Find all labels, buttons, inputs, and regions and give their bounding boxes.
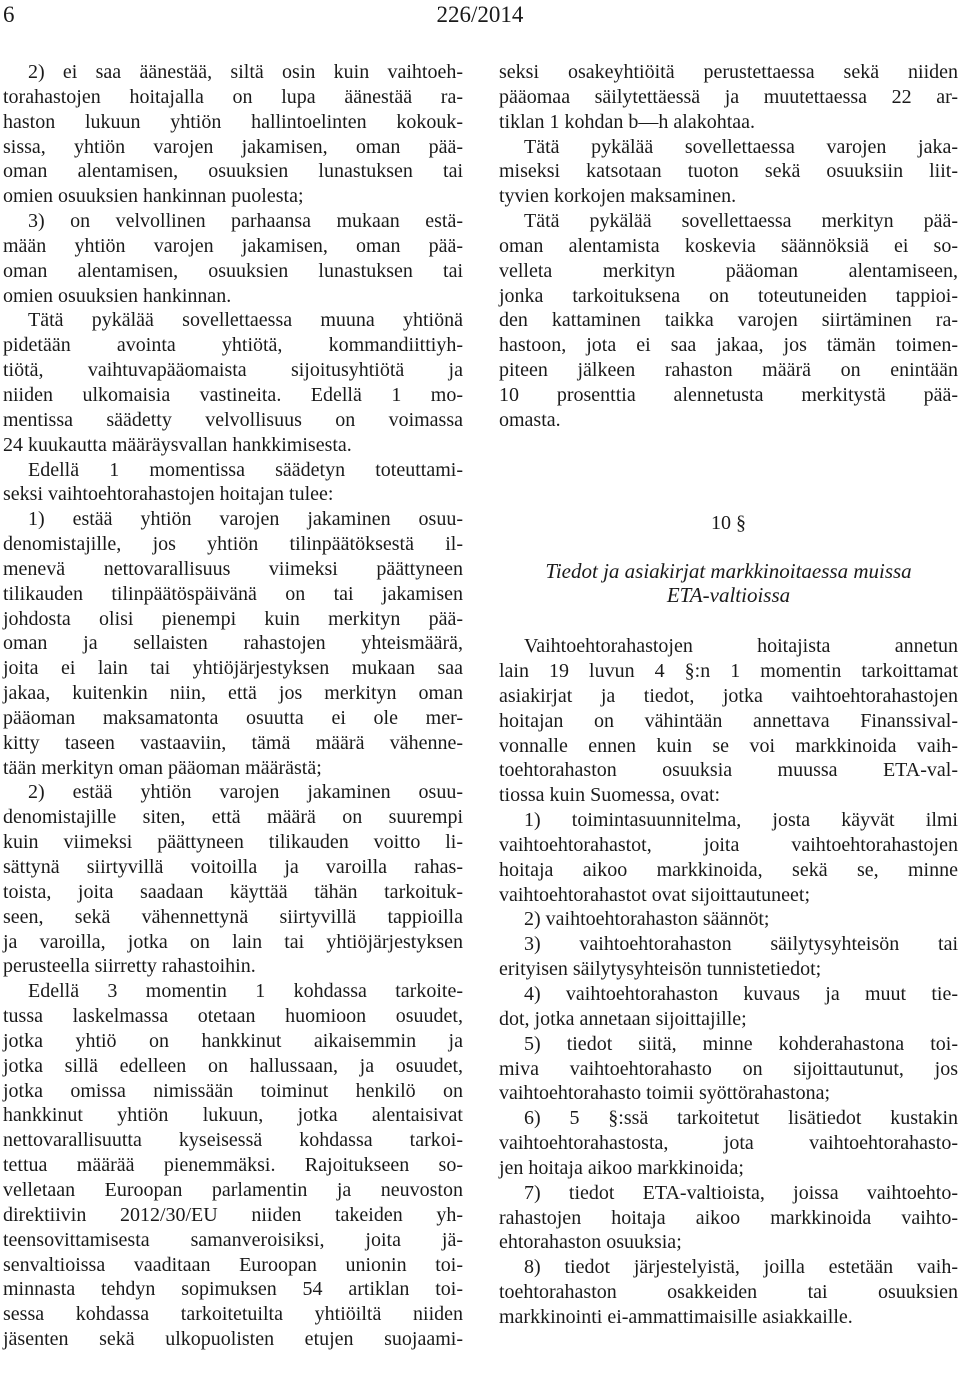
text-line: seen, sekä vähennettynä siirtyvillä tappioilla [3, 905, 463, 928]
text-line: velletaan Euroopan parlamentin ja neuvoston [3, 1178, 463, 1201]
text-line: jotka sillä edelleen on hallussaan, ja osuudet, [3, 1054, 463, 1077]
text-line: sissa, yhtiön varojen jakamisen, oman pää- [3, 135, 463, 158]
text-line: 8) tiedot järjestelyistä, joilla estetään vaih- [524, 1256, 958, 1279]
text-line: joita ei lain tai yhtiöjärjestyksen mukaan saa [3, 657, 463, 680]
text-line: 2) vaihtoehtorahaston säännöt; [524, 908, 770, 931]
text-line: johdosta olisi pienempi kuin merkityn pää- [3, 607, 463, 630]
text-line: 7) tiedot ETA-valtioista, joissa vaihtoehto- [524, 1181, 958, 1204]
text-line: haston lukuun yhtiön hallintoelinten kokouk- [3, 110, 463, 133]
text-line: 1) estää yhtiön varojen jakaminen osuu- [28, 508, 463, 531]
text-line: vonnalle ennen kuin se voi markkinoida vaih- [499, 734, 958, 757]
text-line: tiklan 1 kohdan b—h alakohtaa. [499, 110, 756, 133]
text-line: Tätä pykälää sovellettaessa merkityn pää- [524, 210, 958, 233]
text-line: seksi vaihtoehtorahastojen hoitajan tulee: [3, 483, 334, 506]
text-line: torahastojen hoitajalla on lupa äänestää ra- [3, 85, 463, 108]
text-line: vaihtoehtorahasto toimii syöttörahastona; [499, 1082, 831, 1105]
text-line: 1) toimintasuunnitelma, josta käyvät ilmi [524, 809, 958, 832]
text-line: seksi osakeyhtiöitä perustettaessa sekä niiden [499, 61, 958, 83]
text-line: denomistajille, jos yhtiön tilinpäätöksestä il- [3, 533, 463, 556]
text-line: vaihtoehtorahastot, joita vaihtoehtorahastojen [499, 833, 958, 856]
text-line: lain 19 luvun 4 §:n 1 momentin tarkoittamat [499, 660, 958, 683]
text-line: oman ja sellaisten rahastojen yhteismäärä, [3, 632, 463, 655]
text-line: tilikauden tilinpäätöspäivänä on tai jakamisen [3, 582, 463, 605]
text-line: erityisen säilytysyhteisön tunnistetiedot; [499, 958, 822, 981]
section-number: 10 § [711, 511, 746, 534]
text-line: 24 kuukautta määräysvallan hankkimisesta. [3, 433, 352, 456]
text-line: jotka omissa nimissään toiminut henkilö on [3, 1079, 463, 1102]
text-line: ja varoilla, jotka on lain tai yhtiöjärjestyksen [3, 930, 463, 953]
text-line: omien osuuksien hankinnan. [3, 284, 232, 307]
text-line: vaihtoehtorahastosta, jota vaihtoehtorahasto- [499, 1132, 958, 1155]
text-line: miseksi katsotaan tuoton sekä osuuksiin liit- [499, 160, 958, 183]
text-line: mentissa säädetty velvollisuus on voimassa [3, 408, 463, 431]
text-line: tussa laskelmassa otetaan huomioon osuudet, [3, 1005, 463, 1028]
text-line: senvaltioissa vaaditaan Euroopan unionin toi- [3, 1253, 463, 1276]
text-line: Tätä pykälää sovellettaessa muuna yhtiönä [28, 309, 463, 332]
text-line: jonka tarkoituksena on toteutuneiden tappioi- [499, 284, 958, 307]
text-line: 4) vaihtoehtorahaston kuvaus ja muut tie- [524, 983, 958, 1005]
text-line: oman alentamisen, osuuksien lunastuksen tai [3, 160, 463, 183]
text-line: tiossa kuin Suomessa, ovat: [499, 784, 721, 807]
text-line: jakaa, kuitenkin niin, että jos merkityn oman [3, 682, 463, 705]
text-line: oman alentamista koskevia säännöksiä ei so- [499, 234, 958, 257]
text-line: hankkinut yhtiön lukuun, jotka alentaisivat [3, 1104, 463, 1127]
text-line: sessa kohdassa tarkoitetuilta yhtiöiltä niiden [3, 1303, 463, 1326]
text-line: mään yhtiön varojen jakamisen, oman pää- [3, 234, 463, 257]
text-line: pääomaa säilytettäessä ja muutettaessa 22 ar- [499, 85, 958, 108]
text-line: vaihtoehtorahastot ovat sijoittautuneet; [499, 883, 811, 906]
text-line: direktiivin 2012/30/EU niiden takeiden yh- [3, 1203, 463, 1226]
text-line: sättynä siirtyvillä voitoilla ja varoilla rahas- [3, 856, 463, 878]
text-line: kitty taseen vastaaviin, tämä määrä vähenne- [3, 731, 463, 754]
text-line: minnasta tehdyn sopimuksen 54 artiklan toi- [3, 1278, 463, 1301]
text-line: Vaihtoehtorahastojen hoitajista annetun [524, 635, 958, 658]
text-line: tään merkityn oman pääoman määrästä; [3, 756, 322, 779]
text-line: omasta. [499, 408, 561, 431]
text-line: oman alentamisen, osuuksien lunastuksen tai [3, 259, 463, 282]
page-number: 6 [3, 2, 15, 27]
text-line: asiakirjat ja tiedot, jotka vaihtoehtorahastojen [499, 684, 958, 707]
text-line: perusteella siirretty rahastoihin. [3, 955, 256, 978]
text-line: niiden ulkomaisia vastineita. Edellä 1 mo- [3, 383, 463, 406]
page-header [0, 0, 960, 34]
text-line: jotka yhtiö on hankkinut aikaisemmin ja [3, 1029, 463, 1052]
text-line: rahastojen hoitaja aikoo markkinoida vaihto- [499, 1206, 958, 1229]
text-line: hoitaja aikoo markkinoida, sekä se, minne [499, 858, 958, 881]
text-line: Edellä 1 momentissa säädetyn toteuttami- [28, 458, 463, 481]
text-line: ehtorahaston osuuksia; [499, 1231, 682, 1254]
text-line: 3) vaihtoehtorahaston säilytysyhteisön tai [524, 933, 958, 956]
left-text-column [3, 60, 463, 1352]
text-line: dot, jotka annetaan sijoittajille; [499, 1007, 747, 1030]
section-heading-line-1: Tiedot ja asiakirjat markkinoitaessa muissa [545, 558, 912, 583]
right-text-column [499, 60, 958, 1330]
text-line: 6) 5 §:ssä tarkoitetut lisätiedot kustakin [524, 1107, 958, 1130]
text-line: toehtorahaston osakkeiden tai osuuksien [499, 1281, 958, 1304]
text-line: pidetään avointa yhtiötä, kommandiittiyh- [3, 334, 463, 357]
text-line: hastoon, jota ei saa jakaa, jos tämän toimen- [499, 334, 958, 357]
right-column-continued-text [499, 60, 958, 433]
text-line: teensovittamisesta samanveroisiksi, joita jä- [3, 1228, 463, 1251]
text-line: denomistajille siten, että määrä on suurempi [3, 806, 463, 829]
text-line: Tätä pykälää sovellettaessa varojen jaka- [524, 135, 958, 158]
text-line: tyvien korkojen maksaminen. [499, 185, 737, 208]
text-line: 5) tiedot siitä, minne kohderahastona toi- [524, 1032, 958, 1055]
text-line: 2) ei saa äänestää, siltä osin kuin vaihtoeh- [28, 61, 463, 83]
text-line: tiötä, vaihtuvapääomaista sijoitusyhtiötä ja [3, 359, 463, 382]
text-line: kuin viimeksi päättyneen tilikauden voitto li- [3, 831, 463, 854]
text-line: menevä nettovarallisuus viimeksi päättyneen [3, 557, 463, 580]
text-line: tettua määrää pienemmäksi. Rajoitukseen so- [3, 1154, 463, 1177]
text-line: toista, joita saadaan käyttää tähän tarkoituk- [3, 880, 463, 903]
text-line: jäsenten sekä ulkopuolisten etujen suojaami- [3, 1328, 463, 1351]
section-body-text [499, 634, 958, 1330]
text-line: markkinointi ei-ammattimaisille asiakkaille. [499, 1305, 853, 1328]
text-line: Edellä 3 momentin 1 kohdassa tarkoite- [28, 980, 463, 1003]
text-line: 10 prosenttia alennetusta merkitystä pää- [499, 383, 958, 406]
text-line: piteen jälkeen rahaston määrä on enintään [499, 359, 958, 382]
text-line: velleta merkityn pääoman alentamiseen, [499, 259, 958, 282]
text-line: pääoman maksamatonta osuutta ei ole mer- [3, 706, 463, 729]
text-line: miva vaihtoehtorahasto on sijoittautunut, jos [499, 1057, 958, 1080]
text-line: nettovarallisuutta kyseisessä kohdassa tarkoi- [3, 1129, 463, 1152]
text-line: den kattaminen taikka varojen siirtäminen ra- [499, 309, 958, 332]
document-number: 226/2014 [436, 2, 524, 27]
text-line: 3) on velvollinen parhaansa mukaan estä- [28, 210, 463, 233]
section-heading-line-2: ETA-valtioissa [666, 583, 791, 608]
text-line: jen hoitaja aikoo markkinoida; [499, 1156, 744, 1179]
text-line: hoitajan on vähintään annettava Finanssival- [499, 709, 958, 732]
text-line: toehtorahaston osuuksia muussa ETA-val- [499, 759, 958, 782]
text-line: omien osuuksien hankinnan puolesta; [3, 185, 304, 208]
text-line: 2) estää yhtiön varojen jakaminen osuu- [28, 781, 463, 804]
